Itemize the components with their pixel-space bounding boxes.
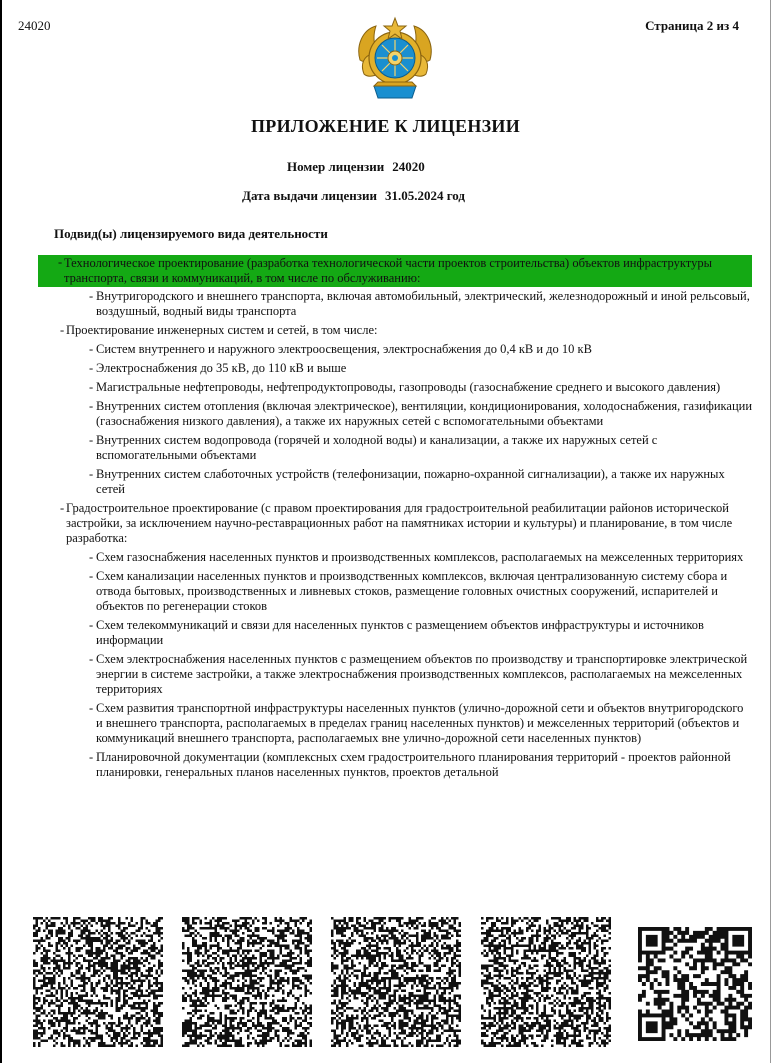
list-item-text: Электроснабжения до 35 кВ, до 110 кВ и выше	[96, 361, 347, 375]
bullet-dash-icon: -	[89, 380, 94, 394]
bullet-dash-icon: -	[89, 618, 94, 632]
bullet-dash-icon: -	[89, 750, 94, 764]
list-item-text: Градостроительное проектирование (с правом проектирования для градостроительной реабилитации районов исторической застройки, за исключением научно-реставрационных работ на памятниках истории и культуры) и планирование, в том числе разработка:	[66, 501, 733, 545]
bullet-dash-icon: -	[89, 467, 94, 481]
list-item	[40, 289, 752, 319]
bullet-dash-icon: -	[89, 550, 94, 564]
list-item	[40, 550, 752, 565]
list-item	[40, 342, 752, 357]
list-item	[40, 618, 752, 648]
bullet-dash-icon: -	[89, 701, 94, 715]
list-item-text: Схем электроснабжения населенных пунктов с размещением объектов по производству и транспортировке электрической энергии в системе застройки, а также электроснабжения производственных комплексов, располагаемых на межселенных территориях	[96, 652, 748, 696]
list-item	[40, 569, 752, 614]
bullet-dash-icon: -	[89, 433, 94, 447]
page-counter: Страница 2 из 4	[645, 18, 739, 33]
list-item	[40, 467, 752, 497]
bullet-dash-icon: -	[58, 255, 63, 269]
list-item-text: Внутренних систем отопления (включая электрическое), вентиляции, кондиционирования, холодоснабжения, газификации (газоснабжения низкого давления), а также их наружных сетей с вспомогательными объектами	[96, 399, 753, 428]
list-item-text: Внутригородского и внешнего транспорта, включая автомобильный, электрический, железнодорожный и иной рельсовый, воздушный, водный виды транспорта	[96, 289, 750, 318]
2d-barcode-icon	[481, 917, 612, 1047]
list-item-text: Систем внутреннего и наружного электроосвещения, электроснабжения до 0,4 кВ и до 10 кВ	[96, 342, 592, 356]
list-item	[40, 433, 752, 463]
list-item-text: Внутренних систем слаботочных устройств (телефонизации, пожарно-охранной сигнализации), а также их наружных сетей	[96, 467, 725, 496]
list-item	[40, 399, 752, 429]
list-item-text: Внутренних систем водопровода (горячей и холодной воды) и канализации, а также их наружных сетей с вспомогательными объектами	[96, 433, 658, 462]
list-item-text: Планировочной документации (комплексных схем градостроительного планирования территорий - проектов районной планировки, генеральных планов населенных пунктов, проектов детальной	[96, 750, 731, 779]
2d-barcode-icon	[33, 917, 164, 1047]
list-item	[40, 323, 752, 338]
page-title: ПРИЛОЖЕНИЕ К ЛИЦЕНЗИИ	[250, 116, 521, 136]
license-number-value: 24020	[392, 159, 425, 174]
bullet-dash-icon: -	[60, 323, 65, 337]
state-emblem-icon	[354, 16, 436, 100]
list-item	[40, 701, 752, 746]
license-number-label: Номер лицензии	[287, 159, 385, 174]
barcode-strip	[0, 917, 771, 1047]
bullet-dash-icon: -	[89, 342, 94, 356]
activity-list	[40, 255, 752, 784]
license-date-row	[242, 188, 465, 204]
bullet-dash-icon: -	[89, 569, 94, 583]
list-item	[38, 255, 752, 287]
2d-barcode-icon	[182, 917, 313, 1047]
license-date-value: 31.05.2024 год	[384, 188, 465, 203]
license-number-row	[287, 159, 425, 175]
list-item-text: Технологическое проектирование (разработка технологической части проектов строительства) объектов инфраструктуры транспорта, связи и коммуникаций, в том числе по обслуживанию:	[64, 256, 712, 285]
document-number: 24020	[18, 18, 51, 33]
section-heading: Подвид(ы) лицензируемого вида деятельности	[54, 226, 328, 241]
bullet-dash-icon: -	[60, 501, 65, 515]
bullet-dash-icon: -	[89, 652, 94, 666]
list-item	[40, 501, 752, 546]
list-item-text: Проектирование инженерных систем и сетей, в том числе:	[66, 323, 378, 337]
list-item	[40, 380, 752, 395]
bullet-dash-icon: -	[89, 289, 94, 303]
qr-code-icon	[638, 927, 752, 1041]
list-item	[40, 750, 752, 780]
list-item-text: Схем телекоммуникаций и связи для населенных пунктов с размещением объектов инфраструктуры и источников информации	[96, 618, 704, 647]
2d-barcode-icon	[331, 917, 462, 1047]
license-date-label: Дата выдачи лицензии	[242, 188, 377, 203]
bullet-dash-icon: -	[89, 361, 94, 375]
list-item	[40, 652, 752, 697]
bullet-dash-icon: -	[89, 399, 94, 413]
list-item-text: Схем газоснабжения населенных пунктов и производственных комплексов, располагаемых на межселенных территориях	[96, 550, 744, 564]
list-item-text: Магистральные нефтепроводы, нефтепродуктопроводы, газопроводы (газоснабжение среднего и высокого давления)	[96, 380, 721, 394]
list-item	[40, 361, 752, 376]
list-item-text: Схем канализации населенных пунктов и производственных комплексов, включая централизованную систему сбора и отвода бытовых, производственных и ливневых стоков, размещение головных очистных сооружений, испарителей и объектов по регенерации стоков	[96, 569, 728, 613]
list-item-text: Схем развития транспортной инфраструктуры населенных пунктов (улично-дорожной сети и объектов внутригородского и внешнего транспорта, располагаемых в пределах границ населенных пунктов) и межселенных территорий (объектов и коммуникаций внешнего транспорта, располагаемых вне улично-дорожной сети населенных пунктов)	[96, 701, 744, 745]
